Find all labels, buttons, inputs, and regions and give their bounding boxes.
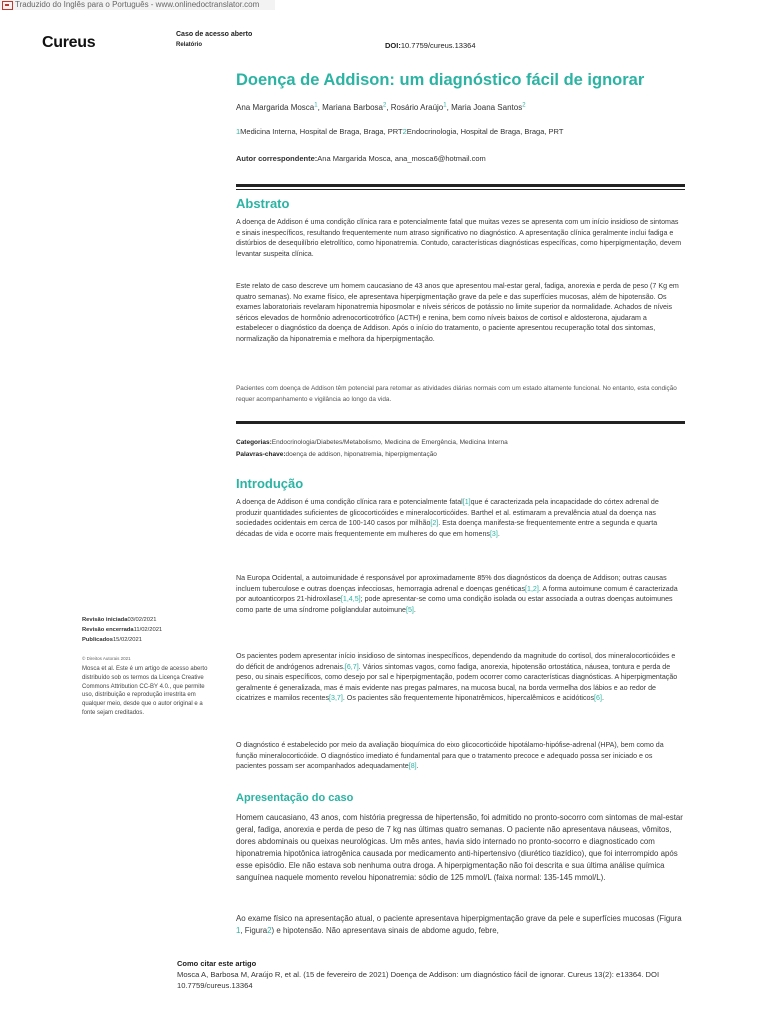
article-title: Doença de Addison: um diagnóstico fácil de ignorar (236, 71, 645, 89)
case-paragraph: Homem caucasiano, 43 anos, com história pregressa de hipertensão, foi admitido no pronto-socorro com sintomas de mal-estar geral, fadiga, anorexia e perda de peso de 7 kg nas últimas quatro semanas. O paciente não apresentava náuseas, vômitos, dores abdominais ou queixas neurológicas. Um mês antes, havia sido internado no pronto-socorro e diagnosticado com hiponatremia hipotônica iatrogênica causada por medicamento anti-hipertensivo (diurético tiazídico), que foi interrompido após esse episódio. Ele não estava sob nenhuma outra droga. A hiperpigmentação não foi descrita e sua última análise química sanguínea naquele momento revelou hiponatremia: sódio de 125 mmol/L (faixa normal: 135-145 mmol/L). (236, 813, 683, 883)
article-type: Caso de acesso aberto (176, 31, 253, 38)
case-paragraph (236, 913, 686, 937)
text-run: . Esta doença manifesta-se frequentemente entre a segunda e quarta décadas de vida e ocorre mais frequentemente em mulheres do que em homens (236, 519, 658, 538)
citation-text: Mosca A, Barbosa M, Araújo R, et al. (15 de fevereiro de 2021) Doença de Addison: um diagnóstico fácil de ignorar. Cureus 13(2): e13364. DOI 10.7759/cureus.13364 (177, 970, 660, 990)
divider (236, 184, 685, 187)
text-run: Ao exame físico na apresentação atual, o paciente apresentava hiperpigmentação grave da pele e superfícies mucosas (Figura (236, 914, 682, 923)
review-started: Revisão iniciada03/02/2021 (82, 617, 157, 623)
copyright: © Direitos Autorais 2021 (82, 656, 131, 661)
author[interactable]: Mariana Barbosa$^2$, (322, 102, 391, 112)
text-run: que é caracterizada pela incapacidade do córtex adrenal de produzir quantidades suficientes de glicocorticóides e mineralocorticóides. Barthel et al. estimaram a prevalência atual da doença nas sociedades ocidentais em cerca de 100-140 casos por milhão (236, 498, 659, 528)
text-run: . (601, 694, 604, 703)
keywords: Palavras-chave:doença de addison, hiponatremia, hiperpigmentação (236, 451, 437, 458)
doi (385, 41, 476, 50)
review-ended: Revisão encerrada11/02/2021 (82, 627, 163, 633)
citation-link[interactable]: [1,2] (525, 584, 539, 593)
citation-heading: Como citar este artigo (177, 959, 257, 968)
abstract-paragraph: A doença de Addison é uma condição clínica rara e potencialmente fatal que muitas vezes se apresenta com um início insidioso de sintomas e sinais inespecíficos, resultando frequentemente num atraso significativo no diagnóstico. A apresentação clínica geralmente inclui fadiga e distúrbios de desequilíbrio eletrolítico, como hiponatremia. Contudo, características diagnósticas específicas, como hiperpigmentação, devem levantar suspeita clínica. (236, 218, 682, 258)
text-run: Os pacientes podem apresentar início insidioso de sintomas inespecíficos, dependendo da magnitude do cortisol, dos mineralocorticóides e do déficit de andrógenos adrenais. (236, 652, 676, 671)
journal-logo: Cureus (42, 34, 96, 51)
citation-link[interactable]: 2 (267, 926, 272, 936)
categories: Categorias:Endocrinologia/Diabetes/Metabolismo, Medicina de Emergência, Medicina Interna (236, 439, 508, 446)
banner-text: Traduzido do Inglês para o Português - www.onlinedoctranslator.com (15, 0, 260, 9)
introduction-heading: Introdução (236, 476, 304, 491)
citation-link[interactable]: [1] (462, 498, 471, 506)
corresponding-author: Autor correspondente:Ana Margarida Mosca, ana_mosca6@hotmail.com (236, 154, 486, 163)
citation-link[interactable]: [3] (489, 529, 498, 538)
doi-label: DOI: (385, 41, 401, 50)
citation-link[interactable]: [6] (594, 694, 602, 703)
citation-link[interactable]: 1 (236, 926, 241, 936)
translate-icon (2, 1, 13, 10)
citation-link[interactable]: [3,7] (329, 694, 343, 703)
author[interactable]: Maria Joana Santos$^2$ (451, 102, 526, 112)
article-subtype: Relatório (176, 42, 203, 48)
case-presentation-heading: Apresentação do caso (236, 792, 354, 804)
text-run: . (416, 762, 419, 771)
abstract-conclusion: Pacientes com doença de Addison têm potencial para retomar as atividades diárias normais com um estado altamente funcional. No entanto, esta condição requer acompanhamento e vigilância ao longo da vida. (236, 385, 677, 403)
citation-link[interactable]: [5] (405, 605, 414, 614)
published-date: Publicados15/02/2021 (82, 637, 142, 643)
citation-link[interactable]: [6,7] (344, 662, 359, 671)
author-list (236, 102, 526, 112)
text-run: O diagnóstico é estabelecido por meio da avaliação bioquímica do eixo glicocorticóide hipotálamo-hipófise-adrenal (HPA), bem como da função mineralocorticóide. O diagnóstico imediato é fundamental para que o tratamento precoce e adequado possa ser iniciado e os pacientes possam ser acompanhados adequadamente (236, 741, 664, 771)
intro-paragraph (236, 573, 682, 615)
author[interactable]: Ana Margarida Mosca$^1$, (236, 102, 323, 112)
abstract-paragraph: Este relato de caso descreve um homem caucasiano de 43 anos que apresentou mal-estar geral, fadiga, anorexia e perda de peso (7 Kg em quatro semanas). No exame físico, ele apresentava hiperpigmentação grave da pele e das superfícies mucosas, além de hipotensão. Os exames laboratoriais revelaram hiponatremia hiposmolar e níveis séricos de potássio no limite superior da normalidade. Achados de níveis séricos elevados de hormônio adrenocorticotrófico (ACTH) e renina, bem como níveis baixos de cortisol e aldosterona, ajudaram a estabelecer o diagnóstico da doença de Addison. Após o início do tratamento, o paciente apresentou recuperação total dos sintomas, normalização da hiponatremia e melhora da hiperpigmentação. (236, 282, 679, 343)
text-run: . A forma autoimune comum é caracterizada por autoanticorpos 21-hidroxilase (236, 584, 678, 604)
text-run: . Os pacientes são frequentemente hiponatrêmicos, hipercalêmicos e acidóticos (342, 694, 595, 703)
text-run: . Vários sintomas vagos, como fadiga, anorexia, hipotensão ortostática, náusea, tontura e perda de peso, ou sinais específicos, como desejo por sal e hiperpigmentação, podem ocorrer como características diagnósticas. A hiperpigmentação geralmente é generalizada, mas é mais evidente nas pregas palmares, na mucosa bucal, na borda vermelha dos lábios e ao redor de cicatrizes e mamilos recentes (236, 662, 678, 703)
text-run: ) e hipotensão. Não apresentava sinais de abdome agudo, febre, (271, 926, 499, 936)
citation-link[interactable]: [2] (430, 519, 439, 528)
text-run: ; pode apresentar-se como uma condição isolada ou estar associada a outras doenças autoimunes como parte de uma síndrome poliglandular autoimune (236, 595, 673, 614)
abstract-heading: Abstrato (236, 196, 290, 211)
text-run: . (413, 605, 416, 614)
citation-link[interactable]: [1,4,5] (340, 595, 361, 604)
intro-paragraph (236, 651, 682, 704)
license-text: Mosca et al. Este é um artigo de acesso aberto distribuído sob os termos da Licença Creative Commons Attribution CC-BY 4.0., que permite uso, distribuição e reprodução irrestrita em qualquer meio, desde que o autor original e a fonte sejam creditados. (82, 666, 208, 716)
intro-paragraph (236, 497, 682, 539)
translation-banner[interactable] (0, 0, 275, 10)
text-run: Na Europa Ocidental, a autoimunidade é responsável por aproximadamente 85% dos diagnósticos da doença de Addison; outras causas incluem tuberculose e outras doenças infecciosas, hemorragia adrenal e doenças genéticas (236, 574, 667, 593)
text-run: . (497, 529, 500, 538)
intro-paragraph (236, 740, 682, 772)
corresponding-email[interactable]: Ana Margarida Mosca, ana_mosca6@hotmail.com (317, 154, 486, 163)
doi-value[interactable]: 10.7759/cureus.13364 (400, 41, 476, 50)
divider (236, 189, 685, 190)
citation-link[interactable]: [8] (408, 762, 417, 771)
divider (236, 421, 685, 424)
affiliations: 1Medicina Interna, Hospital de Braga, Braga, PRT2Endocrinologia, Hospital de Braga, Braga, PRT (236, 127, 564, 136)
author[interactable]: Rosário Araújo$^1$, (390, 102, 452, 112)
text-run: A doença de Addison é uma condição clínica rara e potencialmente fatal (236, 498, 463, 506)
text-run: , Figura (240, 926, 268, 936)
